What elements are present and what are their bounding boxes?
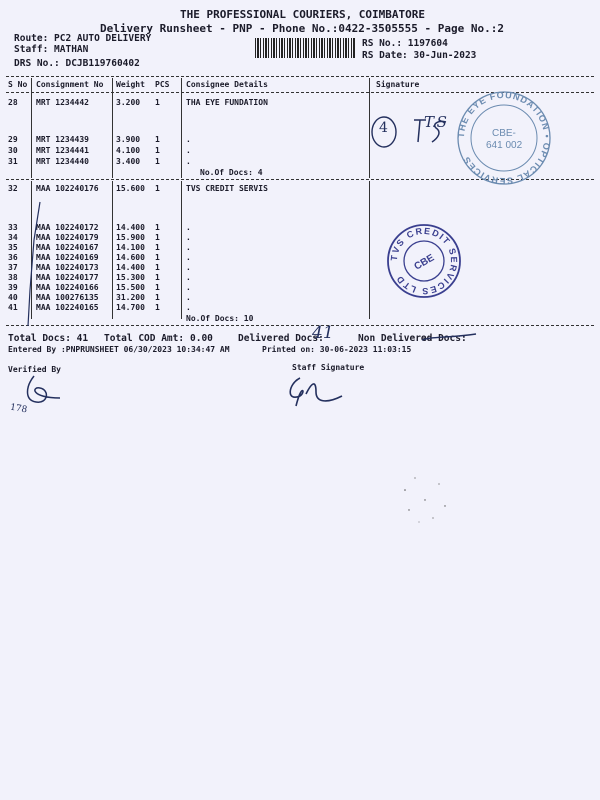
scribble-mark	[420, 332, 480, 344]
col-pcs: PCS	[155, 80, 170, 89]
total-docs: Total Docs: 41	[8, 333, 89, 344]
table-row: 28 MRT 1234442 3.200 1 THA EYE FUNDATION	[8, 98, 268, 107]
staff-signature-label: Staff Signature	[292, 363, 365, 372]
table-row: 32 MAA 102240176 15.600 1 TVS CREDIT SERVIS	[8, 184, 268, 193]
col-weight: Weight	[116, 80, 145, 89]
eye-foundation-stamp	[448, 88, 560, 188]
table-row: 31 MRT 1234440 3.400 1 .	[8, 157, 191, 166]
verified-by-label: Verified By	[8, 365, 61, 374]
handwritten-delivered-count: 41	[312, 323, 334, 343]
verifier-note: 178	[9, 402, 28, 416]
staff-label: Staff: MATHAN	[14, 44, 89, 55]
divider-top	[6, 76, 594, 77]
drs-number: DRS No.: DCJB119760402	[14, 58, 140, 69]
table-row: 29 MRT 1234439 3.900 1 .	[8, 135, 191, 144]
col-consignment: Consignment No	[36, 80, 104, 89]
divider-group2	[6, 325, 594, 326]
col-sno: S No	[8, 80, 28, 89]
company-title: THE PROFESSIONAL COURIERS, COIMBATORE	[180, 8, 426, 21]
table-row: 37 MAA 102240173 14.400 1 .	[8, 263, 191, 272]
table-row: 30 MRT 1234441 4.100 1 .	[8, 146, 191, 155]
delivered-docs-label: Delivered Docs:	[238, 333, 324, 344]
table-row: 34 MAA 102240179 15.900 1 .	[8, 233, 191, 242]
barcode	[255, 38, 355, 58]
table-row: 40 MAA 100276135 31.200 1 .	[8, 293, 191, 302]
group1-doc-count: No.Of Docs: 4	[200, 168, 263, 177]
eye-stamp-ring-text: THE EYE FOUNDATION • OPTICAL SERVICES	[455, 89, 553, 187]
tvs-stamp-center: CBE	[412, 252, 437, 273]
table-row: 39 MAA 102240166 15.500 1 .	[8, 283, 191, 292]
rs-date: RS Date: 30-Jun-2023	[362, 50, 477, 61]
handwritten-initials: T.S	[424, 113, 447, 131]
route-label: Route: PC2 AUTO DELIVERY	[14, 33, 152, 44]
margin-pen-line	[18, 200, 48, 330]
table-row: 35 MAA 102240167 14.100 1 .	[8, 243, 191, 252]
printed-on: Printed on: 30-06-2023 11:03:15	[262, 345, 412, 354]
rs-number: RS No.: 1197604	[362, 38, 448, 49]
total-cod-label: Total COD Amt:	[104, 333, 185, 344]
total-cod-value: 0.00	[190, 333, 213, 344]
runsheet-title: Delivery Runsheet - PNP - Phone No.:0422-3505555 - Page No.:2	[100, 22, 504, 35]
eye-stamp-line1: CBE-	[492, 128, 516, 139]
tvs-credit-stamp	[385, 222, 463, 300]
non-delivered-label: Non Delivered Docs:	[358, 333, 467, 344]
table-row: 36 MAA 102240169 14.600 1 .	[8, 253, 191, 262]
col-consignee: Consignee Details	[186, 80, 268, 89]
handwritten-mark-4: 4	[379, 120, 388, 136]
group2-doc-count: No.Of Docs: 10	[186, 314, 254, 323]
scan-noise	[395, 470, 455, 530]
tvs-stamp-ring-text: TVS CREDIT SERVICES LTD	[388, 225, 460, 297]
table-row: 41 MAA 102240165 14.700 1 .	[8, 303, 191, 312]
table-row: 38 MAA 102240177 15.300 1 .	[8, 273, 191, 282]
entered-by: Entered By :PNPRUNSHEET 06/30/2023 10:34:47 AM	[8, 345, 230, 354]
col-signature: Signature	[376, 80, 420, 89]
eye-stamp-line2: 641 002	[486, 140, 523, 151]
staff-signature	[282, 372, 352, 412]
table-row: 33 MAA 102240172 14.400 1 .	[8, 223, 191, 232]
